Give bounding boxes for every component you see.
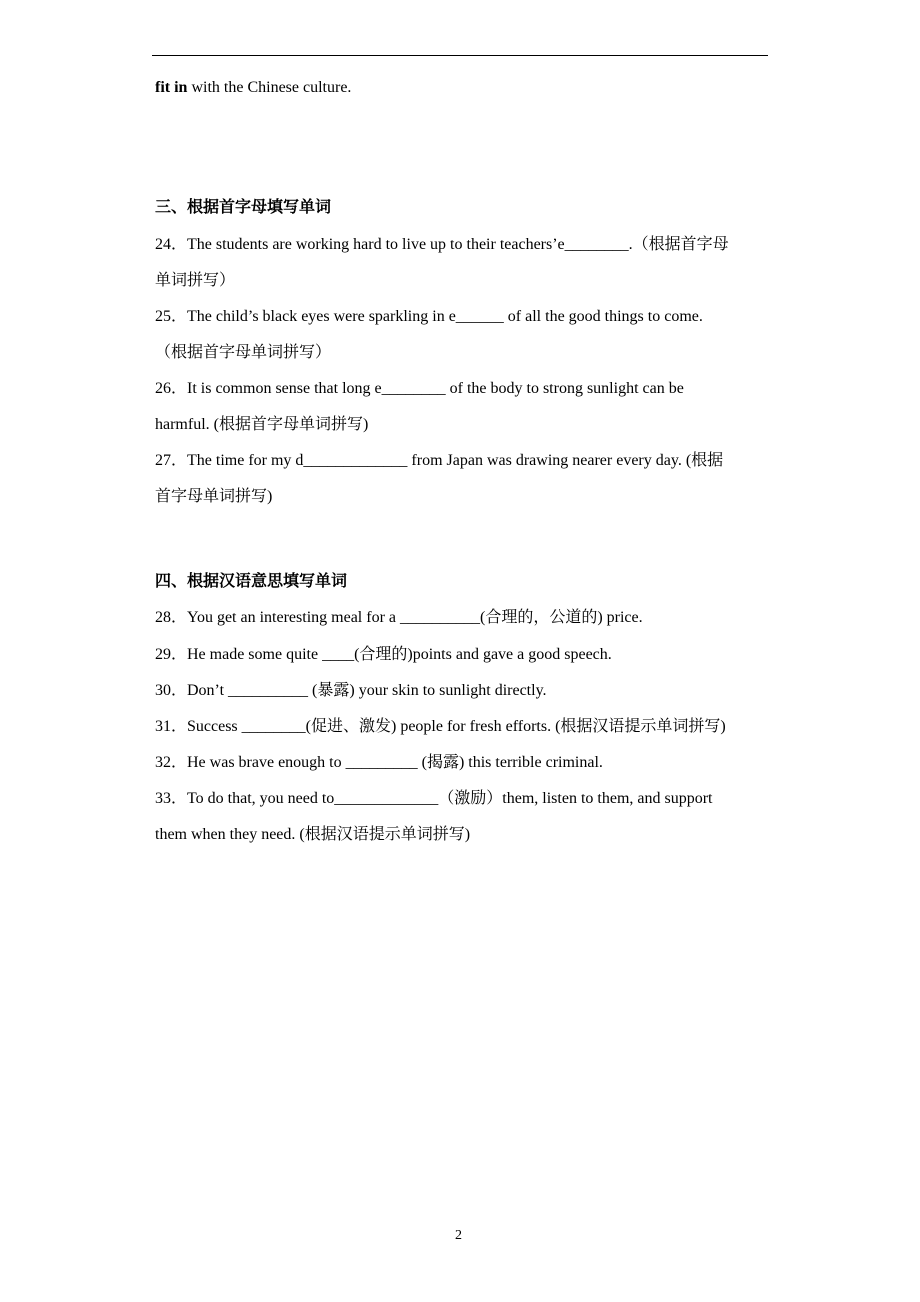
question-29: 29．He made some quite ____(合理的)points and gave a good speech. xyxy=(155,646,612,663)
header-rule xyxy=(152,55,768,56)
question-24-line-1: 24．The students are working hard to live up to their teachers’e________.（根据首字母 xyxy=(155,236,729,253)
question-27-line-1: 27．The time for my d_____________ from Japan was drawing nearer every day. (根据 xyxy=(155,452,724,469)
question-33-line-1: 33．To do that, you need to_____________（激励）them, listen to them, and support xyxy=(155,790,713,807)
question-30: 30．Don’t __________ (暴露) your skin to sunlight directly. xyxy=(155,682,547,699)
section-3-heading: 三、根据首字母填写单词 xyxy=(155,199,332,216)
question-31: 31．Success ________(促进、激发) people for fresh efforts. (根据汉语提示单词拼写) xyxy=(155,718,726,735)
carryover-line xyxy=(155,70,351,106)
bold-phrase: fit in xyxy=(155,79,188,96)
question-33-line-2: them when they need. (根据汉语提示单词拼写) xyxy=(155,826,471,843)
question-26-line-1: 26．It is common sense that long e________ of the body to strong sunlight can be xyxy=(155,380,684,397)
question-32: 32．He was brave enough to _________ (揭露) this terrible criminal. xyxy=(155,754,603,771)
question-28: 28．You get an interesting meal for a __________(合理的，公道的) price. xyxy=(155,609,643,626)
page-number: 2 xyxy=(455,1228,462,1243)
question-25-line-1: 25．The child’s black eyes were sparkling in e______ of all the good things to come. xyxy=(155,308,703,325)
question-25-line-2: （根据首字母单词拼写） xyxy=(155,344,332,361)
carryover-text: with the Chinese culture. xyxy=(187,79,352,96)
question-27-line-2: 首字母单词拼写) xyxy=(155,488,273,505)
question-26-line-2: harmful. (根据首字母单词拼写) xyxy=(155,416,369,433)
section-4-heading: 四、根据汉语意思填写单词 xyxy=(155,573,348,590)
question-24-line-2: 单词拼写） xyxy=(155,272,236,289)
